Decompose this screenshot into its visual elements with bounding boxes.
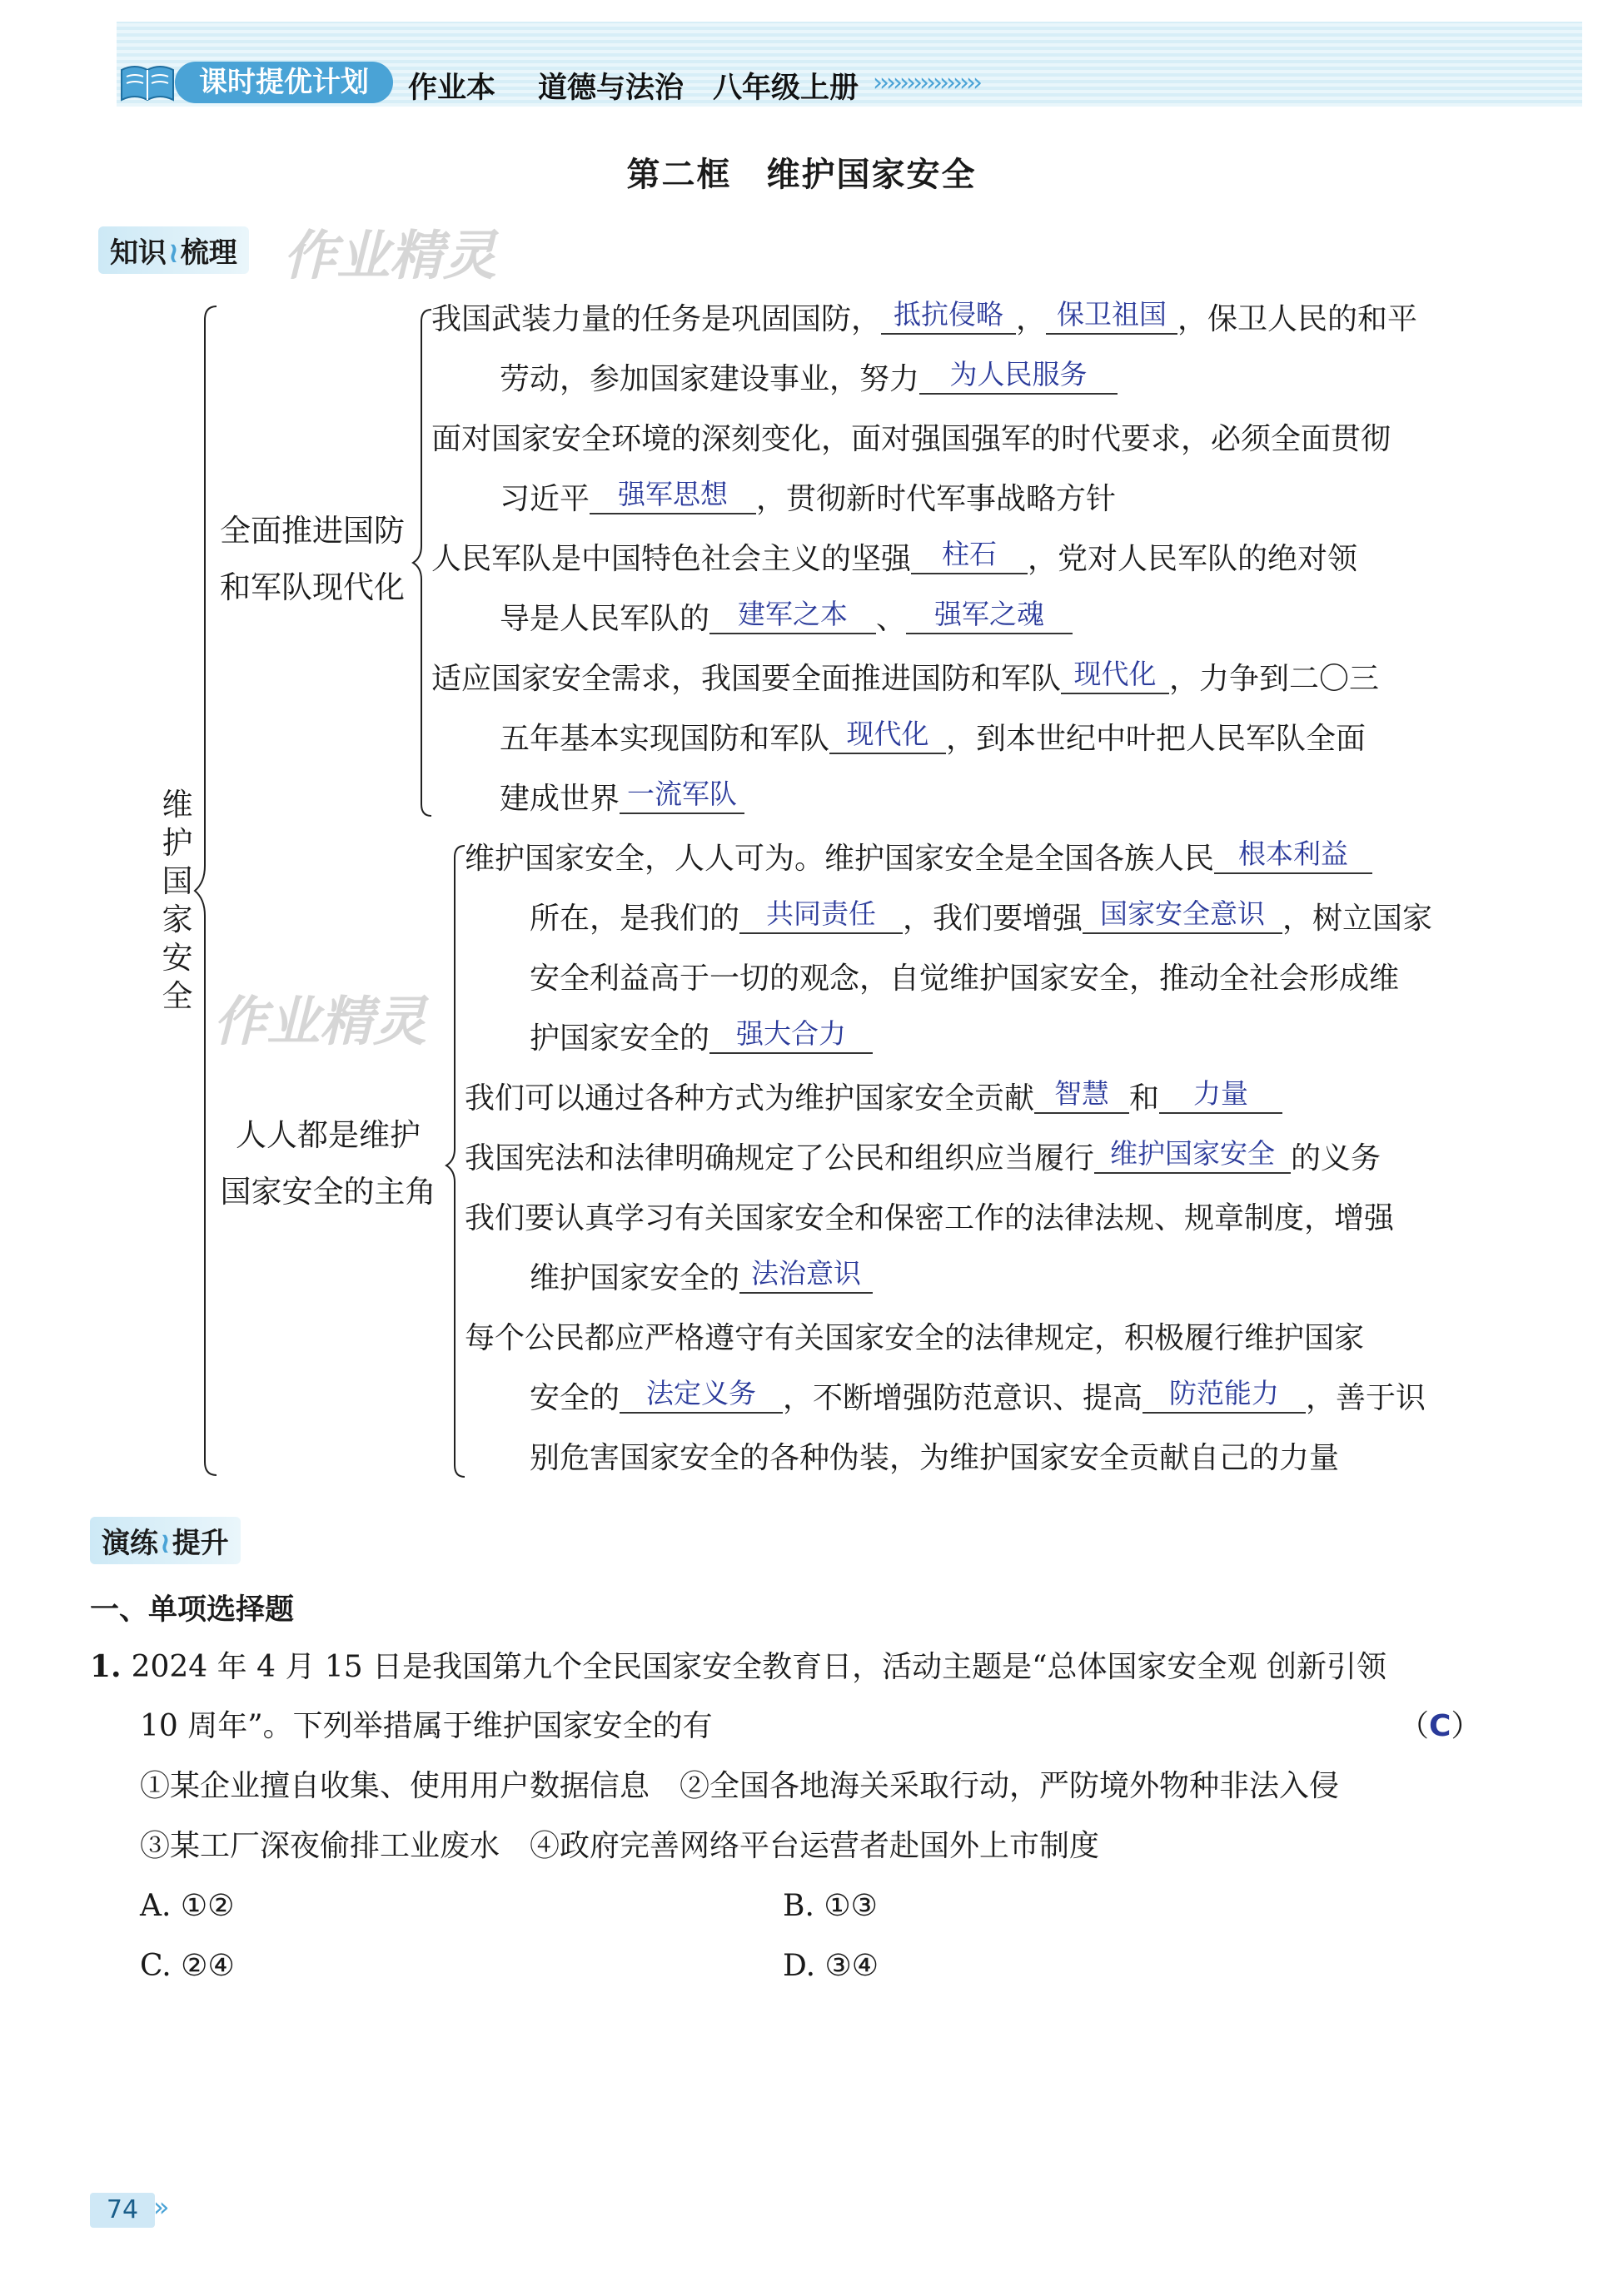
answer-blank: 法治意识 [739,1255,873,1294]
branch1-label: 全面推进国防 和军队现代化 [220,513,405,605]
grade: 八年级上册 [713,72,859,105]
answer-blank: 维护国家安全 [1094,1136,1291,1174]
answer-blank: 强军思想 [590,476,756,514]
answer-blank: 保卫祖国 [1046,296,1177,335]
list-item: 建成世界 一流军队 [500,779,744,819]
option-c: C. ②④ [140,1949,235,1983]
answer-blank: 强大合力 [709,1016,873,1054]
list-item: 习近平 强军思想 ，贯彻新时代军事战略方针 [500,478,1117,516]
practice-heading: 演练≀提升 [90,1517,241,1564]
list-item: 我国武装力量的任务是巩固国防， 抵抗侵略 ， 保卫祖国 ，保卫人民的和平 [431,298,1418,336]
list-item: 护国家安全的 强大合力 [530,1019,873,1059]
knowledge-heading: 知识≀梳理 [98,226,249,274]
answer-blank: 法定义务 [620,1375,783,1414]
list-item: 所在，是我们的 共同责任 ，我们要增强 国家安全意识 ，树立国家 [530,897,1433,936]
book-type: 作业本 [408,72,496,105]
list-item: 五年基本实现国防和军队 现代化 ，到本世纪中叶把人民军队全面 [500,718,1367,756]
wave-icon: ≀ [160,1527,171,1560]
list-item: 我国宪法和法律明确规定了公民和组织应当履行 维护国家安全 的义务 [465,1137,1381,1175]
option-b: B. ①③ [783,1889,878,1923]
list-item: 面对国家安全环境的深刻变化，面对强国强军的时代要求，必须全面贯彻 [431,422,1391,456]
option-a: A. ①② [140,1889,235,1923]
answer-choice: C [1429,1709,1451,1743]
list-item: 安全的 法定义务 ，不断增强防范意识、提高 防范能力 ，善于识 [530,1377,1426,1415]
header-arrows-icon: ›››››››››››››››› [873,68,979,97]
list-item: 劳动，参加国家建设事业，努力 为人民服务 [500,360,1118,400]
option-d: D. ③④ [783,1949,879,1983]
answer-blank: 力量 [1159,1076,1282,1114]
question-stem: 10 周年”。下列举措属于维护国家安全的有 [140,1709,713,1743]
section-title: 一、单项选择题 [90,1593,295,1627]
answer-blank: 为人民服务 [919,356,1118,395]
branch2-label: 人人都是维护 国家安全的主角 [220,1117,436,1210]
answer-blank: 抵抗侵略 [881,296,1016,335]
page-arrow-icon: ›› [153,2191,165,2223]
root-label: 维 护 国 家 安 全 [162,787,193,1014]
answer-paren: （C） [1399,1709,1481,1743]
question-stem: 1. 2024 年 4 月 15 日是我国第九个全民国家安全教育日，活动主题是“总体国家安全观 创新引领 [90,1649,1386,1684]
question-items: ③某工厂深夜偷排工业废水 ④政府完善网络平台运营者赴国外上市制度 [140,1829,1100,1863]
answer-blank: 防范能力 [1143,1375,1306,1414]
root-brace [192,300,225,1482]
answer-blank: 一流军队 [620,776,744,814]
answer-blank: 国家安全意识 [1083,896,1282,934]
answer-blank: 强军之魂 [906,596,1073,634]
list-item: 每个公民都应严格遵守有关国家安全的法律规定，积极履行维护国家 [465,1321,1365,1355]
open-book-icon [118,58,177,105]
answer-blank: 柱石 [911,536,1028,574]
list-item: 导是人民军队的 建军之本 、 强军之魂 [500,599,1073,639]
list-item: 别危害国家安全的各种伪装，为维护国家安全贡献自己的力量 [530,1441,1340,1475]
list-item: 维护国家安全，人人可为。维护国家安全是全国各族人民 根本利益 [465,839,1372,879]
page-title: 第二框 维护国家安全 [626,156,977,194]
answer-blank: 根本利益 [1214,836,1372,874]
list-item: 维护国家安全的 法治意识 [530,1259,873,1299]
answer-blank: 共同责任 [739,896,903,934]
answer-blank: 现代化 [1061,656,1169,694]
answer-blank: 建军之本 [709,596,876,634]
answer-blank: 智慧 [1034,1076,1129,1114]
list-item: 适应国家安全需求，我国要全面推进国防和军队 现代化 ，力争到二〇三 [431,658,1380,696]
answer-blank: 现代化 [829,716,946,754]
watermark: 作业精灵 [213,991,426,1053]
list-item: 安全利益高于一切的观念，自觉维护国家安全，推动全社会形成维 [530,962,1400,996]
list-item: 我们可以通过各种方式为维护国家安全贡献 智慧 和 力量 [465,1079,1282,1119]
brand-label: 课时提优计划 [175,62,393,103]
question-items: ①某企业擅自收集、使用用户数据信息 ②全国各地海关采取行动，严防境外物种非法入侵 [140,1769,1340,1803]
wave-icon: ≀ [168,236,179,270]
watermark: 作业精灵 [283,226,496,287]
list-item: 人民军队是中国特色社会主义的坚强 柱石 ，党对人民军队的绝对领 [431,538,1358,576]
list-item: 我们要认真学习有关国家安全和保密工作的法律法规、规章制度，增强 [465,1201,1395,1235]
page-number: 74 [90,2193,155,2228]
subject: 道德与法治 [538,72,685,105]
